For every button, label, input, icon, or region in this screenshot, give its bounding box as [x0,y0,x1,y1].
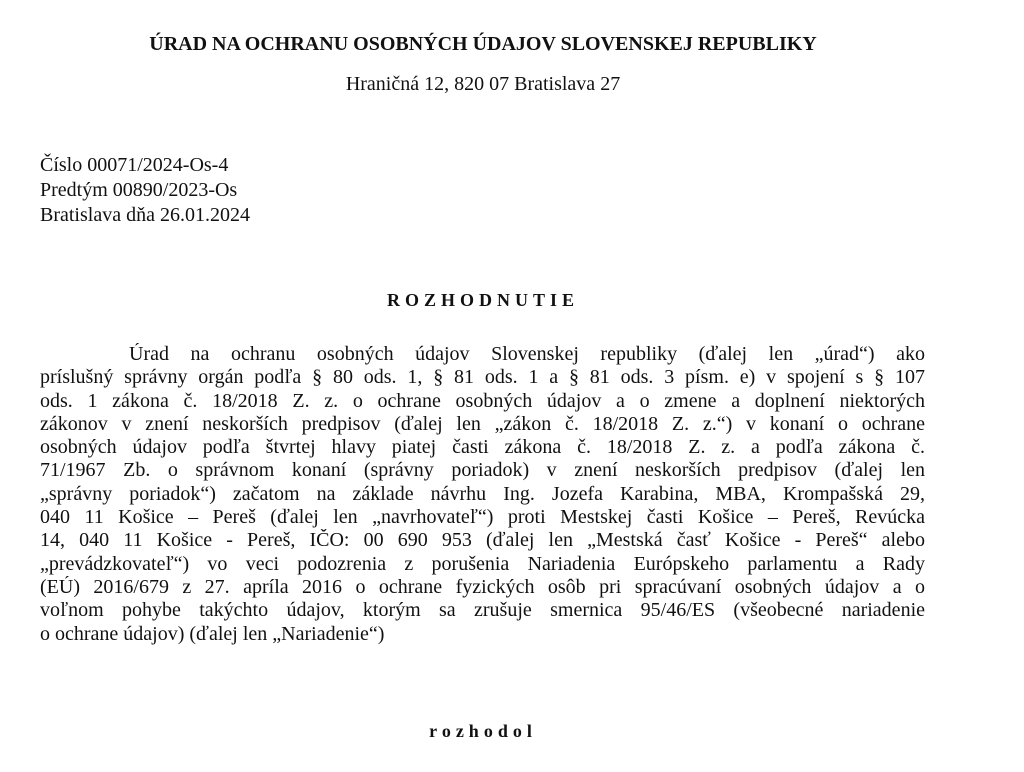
authority-address: Hraničná 12, 820 07 Bratislava 27 [345,73,621,95]
paragraph-line: príslušný správny orgán podľa § 80 ods. 1, § 81 ods. 1 a § 81 ods. 3 písm. e) v spojení s § 107 [40,366,925,389]
paragraph-line: voľnom pohybe takýchto údajov, ktorým sa zrušuje smernica 95/46/ES (všeobecné nariadenie [40,599,925,622]
paragraph-line: 71/1967 Zb. o správnom konaní (správny poriadok) v znení neskorších predpisov (ďalej len [40,459,925,482]
paragraph-line: „prevádzkovateľ“) vo veci podozrenia z porušenia Nariadenia Európskeho parlamentu a Rady [40,552,925,575]
paragraph-line: o ochrane údajov) (ďalej len „Nariadenie“) [40,622,385,645]
previous-reference: Predtým 00890/2023-Os [40,179,238,201]
paragraph-line: 14, 040 11 Košice - Pereš, IČO: 00 690 953 (ďalej len „Mestská časť Košice - Pereš“ alebo [40,529,925,552]
paragraph-line: osobných údajov podľa štvrtej hlavy piatej časti zákona č. 18/2018 Z. z. a podľa zákona č. [40,436,925,459]
paragraph-line: Úrad na ochranu osobných údajov Slovenskej republiky (ďalej len „úrad“) ako [129,343,925,365]
introductory-paragraph [40,343,925,646]
authority-name: ÚRAD NA OCHRANU OSOBNÝCH ÚDAJOV SLOVENSKEJ REPUBLIKY [149,33,817,55]
paragraph-line: 040 11 Košice – Pereš (ďalej len „navrhovateľ“) proti Mestskej časti Košice – Pereš, Revúcka [40,506,925,529]
place-date: Bratislava dňa 26.01.2024 [40,204,250,226]
decision-heading: rozhodol [429,721,537,741]
document-meta [40,153,250,228]
document-heading: ROZHODNUTIE [386,290,580,310]
paragraph-line: ods. 1 zákona č. 18/2018 Z. z. o ochrane osobných údajov a o zmene a doplnení niektorých [40,389,925,412]
reference-number: Číslo 00071/2024-Os-4 [40,154,229,176]
paragraph-line: (EÚ) 2016/679 z 27. apríla 2016 o ochrane fyzických osôb pri spracúvaní osobných údajov a o [40,575,925,598]
paragraph-line: „správny poriadok“) začatom na základe návrhu Ing. Jozefa Karabina, MBA, Krompašská 29, [40,482,925,505]
paragraph-line: zákonov v znení neskorších predpisov (ďalej len „zákon č. 18/2018 Z. z.“) v konaní o ochrane [40,412,925,435]
